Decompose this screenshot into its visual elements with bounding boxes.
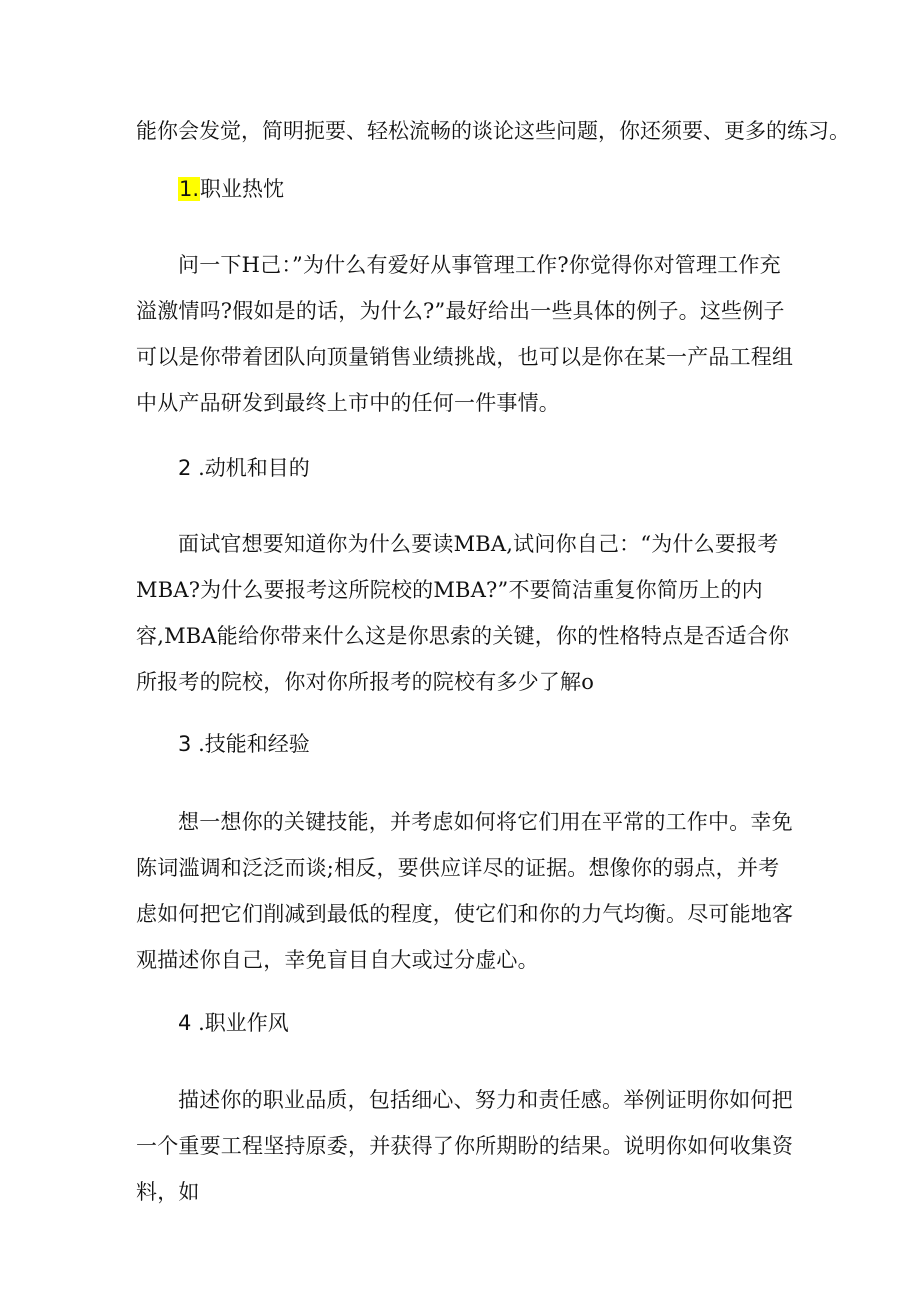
section-body-1: 问一下H己：”为什么有爱好从事管理工作?你觉得你对管理工作充溢激情吗?假如是的话，为什么?”最好给出一些具体的例子。这些例子可以是你带着团队向顶量销售业绩挑战，也可以是你在某一产品工程组中从产品研发到最终上市中的任何一件事情。 [136, 253, 794, 415]
section-body-4: 描述你的职业品质，包括细心、努力和责任感。举例证明你如何把一个重要工程坚持原委，并获得了你所期盼的结果。说明你如何收集资料，如 [136, 1088, 794, 1204]
section-number-2: 2 [178, 456, 192, 480]
section-body-2: 面试官想要知道你为什么要读MBA,试问你自己：“为什么要报考MBA?为什么要报考这所院校的MBA?”不要简洁重复你简历上的内容,MBA能给你带来什么这是你思索的关键，你的性格特点是否适合你所报考的院校，你对你所报考的院校有多少了解o [136, 532, 790, 694]
section-heading-1 [178, 166, 284, 212]
section-heading-2 [178, 445, 310, 491]
section-title-4: .职业作风 [198, 1011, 289, 1035]
section-heading-4 [178, 1000, 289, 1046]
intro-tail-text: 能你会发觉，简明扼要、轻松流畅的谈论这些问题，你还须要、更多的练习。 [136, 119, 850, 143]
section-number-1: 1. [179, 177, 200, 201]
section-title-1: 职业热忱 [200, 177, 285, 201]
section-body-3: 想一想你的关键技能，并考虑如何将它们用在平常的工作中。幸免陈词滥调和泛泛而谈;相反，要供应详尽的证据。想像你的弱点，并考虑如何把它们削减到最低的程度，使它们和你的力气均衡。尽可能地客观描述你自己，幸免盲目自大或过分虚心。 [136, 810, 794, 972]
section-number-3: 3 [178, 732, 192, 756]
section-title-2: .动机和目的 [198, 456, 310, 480]
section-heading-3 [178, 721, 310, 767]
section-title-3: .技能和经验 [198, 732, 310, 756]
section-number-4: 4 [178, 1011, 192, 1035]
